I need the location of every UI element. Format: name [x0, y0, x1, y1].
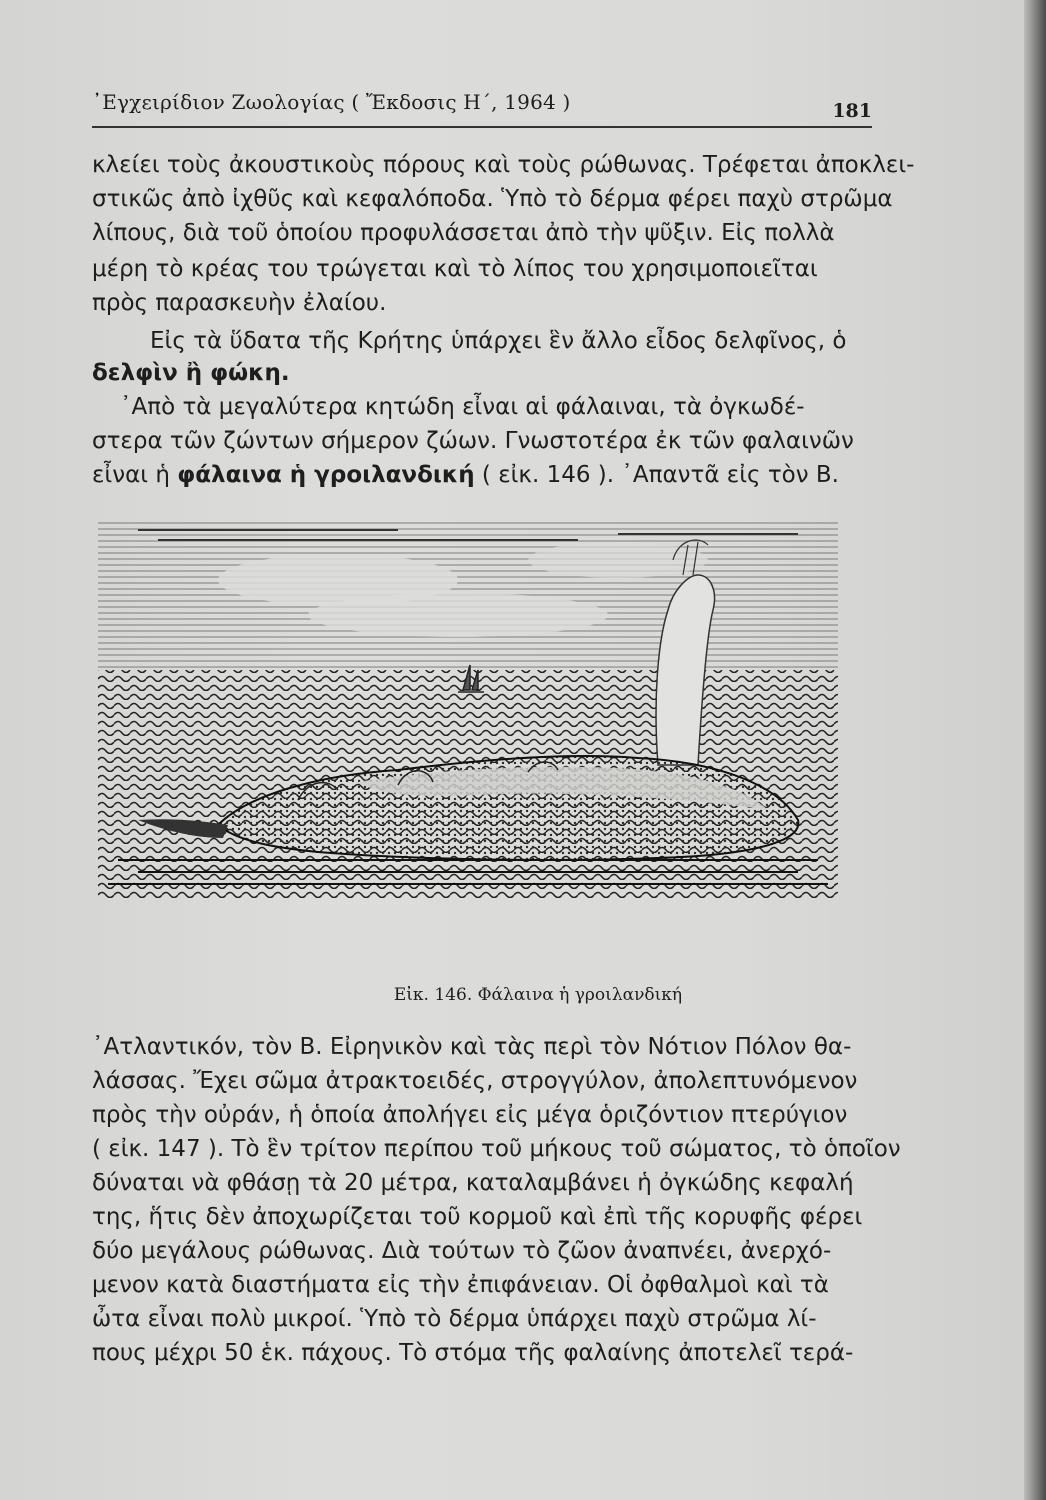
text-line: στερα τῶν ζώντων σήμερον ζώων. Γνωστοτέρα ἐκ τῶν φαλαινῶν — [92, 428, 854, 454]
text-span: ( εἰκ. 146 ). ᾿Απαντᾶ εἰς τὸν Β. — [474, 462, 839, 488]
header-title: ᾿Εγχειρίδιον Ζωολογίας ( Ἔκδοσις Η΄, 1964 ) — [92, 90, 571, 114]
text-line: πρὸς τὴν οὐράν, ἡ ὁποία ἀπολήγει εἰς μέγα ὁριζόντιον πτερύγιον — [92, 1102, 848, 1128]
bold-term-dolphin: δελφὶν ἢ φώκη. — [92, 360, 290, 386]
text-line: Εἰς τὰ ὕδατα τῆς Κρήτης ὑπάρχει ἓν ἄλλο εἶδος δελφῖνος, ὁ — [150, 328, 847, 354]
text-line: ὦτα εἶναι πολὺ μικροί. Ὑπὸ τὸ δέρμα ὑπάρχει παχὺ στρῶμα λί- — [92, 1306, 817, 1332]
page-edge-shadow — [1024, 0, 1046, 1500]
text-line: κλείει τοὺς ἀκουστικοὺς πόρους καὶ τοὺς ρώθωνας. Τρέφεται ἀποκλει- — [92, 152, 915, 178]
bold-term-whale: φάλαινα ἡ γροιλανδική — [177, 462, 475, 488]
text-line: πρὸς παρασκευὴν ἐλαίου. — [92, 290, 387, 316]
text-line: πους μέχρι 50 ἑκ. πάχους. Τὸ στόμα τῆς φαλαίνης ἀποτελεῖ τερά- — [92, 1340, 854, 1366]
cloud — [308, 593, 608, 637]
text-line: δύο μεγάλους ρώθωνας. Διὰ τούτων τὸ ζῶον ἀναπνέει, ἀνερχό- — [92, 1238, 832, 1264]
header-rule — [92, 126, 872, 128]
text-line: στικῶς ἀπὸ ἰχθῦς καὶ κεφαλόποδα. Ὑπὸ τὸ δέρμα φέρει παχὺ στρῶμα — [92, 186, 893, 212]
text-line: ᾿Απὸ τὰ μεγαλύτερα κητώδη εἶναι αἱ φάλαιναι, τὰ ὀγκωδέ- — [120, 394, 805, 420]
text-span: εἶναι ἡ — [92, 462, 178, 488]
text-line: μέρη τὸ κρέας του τρώγεται καὶ τὸ λίπος του χρησιμοποιεῖται — [92, 256, 818, 282]
text-line — [92, 460, 868, 490]
text-line: της, ἥτις δὲν ἀποχωρίζεται τοῦ κορμοῦ καὶ ἐπὶ τῆς κορυφῆς φέρει — [92, 1204, 863, 1230]
text-line: ᾿Ατλαντικόν, τὸν Β. Εἰρηνικὸν καὶ τὰς περὶ τὸν Νότιον Πόλον θα- — [92, 1034, 852, 1060]
running-header — [92, 86, 872, 126]
cloud — [528, 542, 708, 578]
text-line: λάσσας. Ἔχει σῶμα ἀτρακτοειδές, στρογγύλον, ἀπολεπτυνόμενον — [92, 1068, 858, 1094]
text-line: μενον κατὰ διαστήματα εἰς τὴν ἐπιφάνειαν. Οἱ ὀφθαλμοὶ καὶ τὰ — [92, 1272, 829, 1298]
figure-caption: Εἰκ. 146. Φάλαινα ἡ γροιλανδική — [393, 985, 683, 1005]
whale-illustration — [98, 520, 838, 900]
text-line: δύναται νὰ φθάσῃ τὰ 20 μέτρα, καταλαμβάνει ἡ ὀγκώδης κεφαλή — [92, 1170, 854, 1196]
page-number: 181 — [832, 100, 872, 122]
text-line: λίπους, διὰ τοῦ ὁποίου προφυλάσσεται ἀπὸ τὴν ψῦξιν. Εἰς πολλὰ — [92, 220, 835, 246]
text-line: ( εἰκ. 147 ). Τὸ ἓν τρίτον περίπου τοῦ μήκους τοῦ σώματος, τὸ ὁποῖον — [92, 1136, 901, 1162]
